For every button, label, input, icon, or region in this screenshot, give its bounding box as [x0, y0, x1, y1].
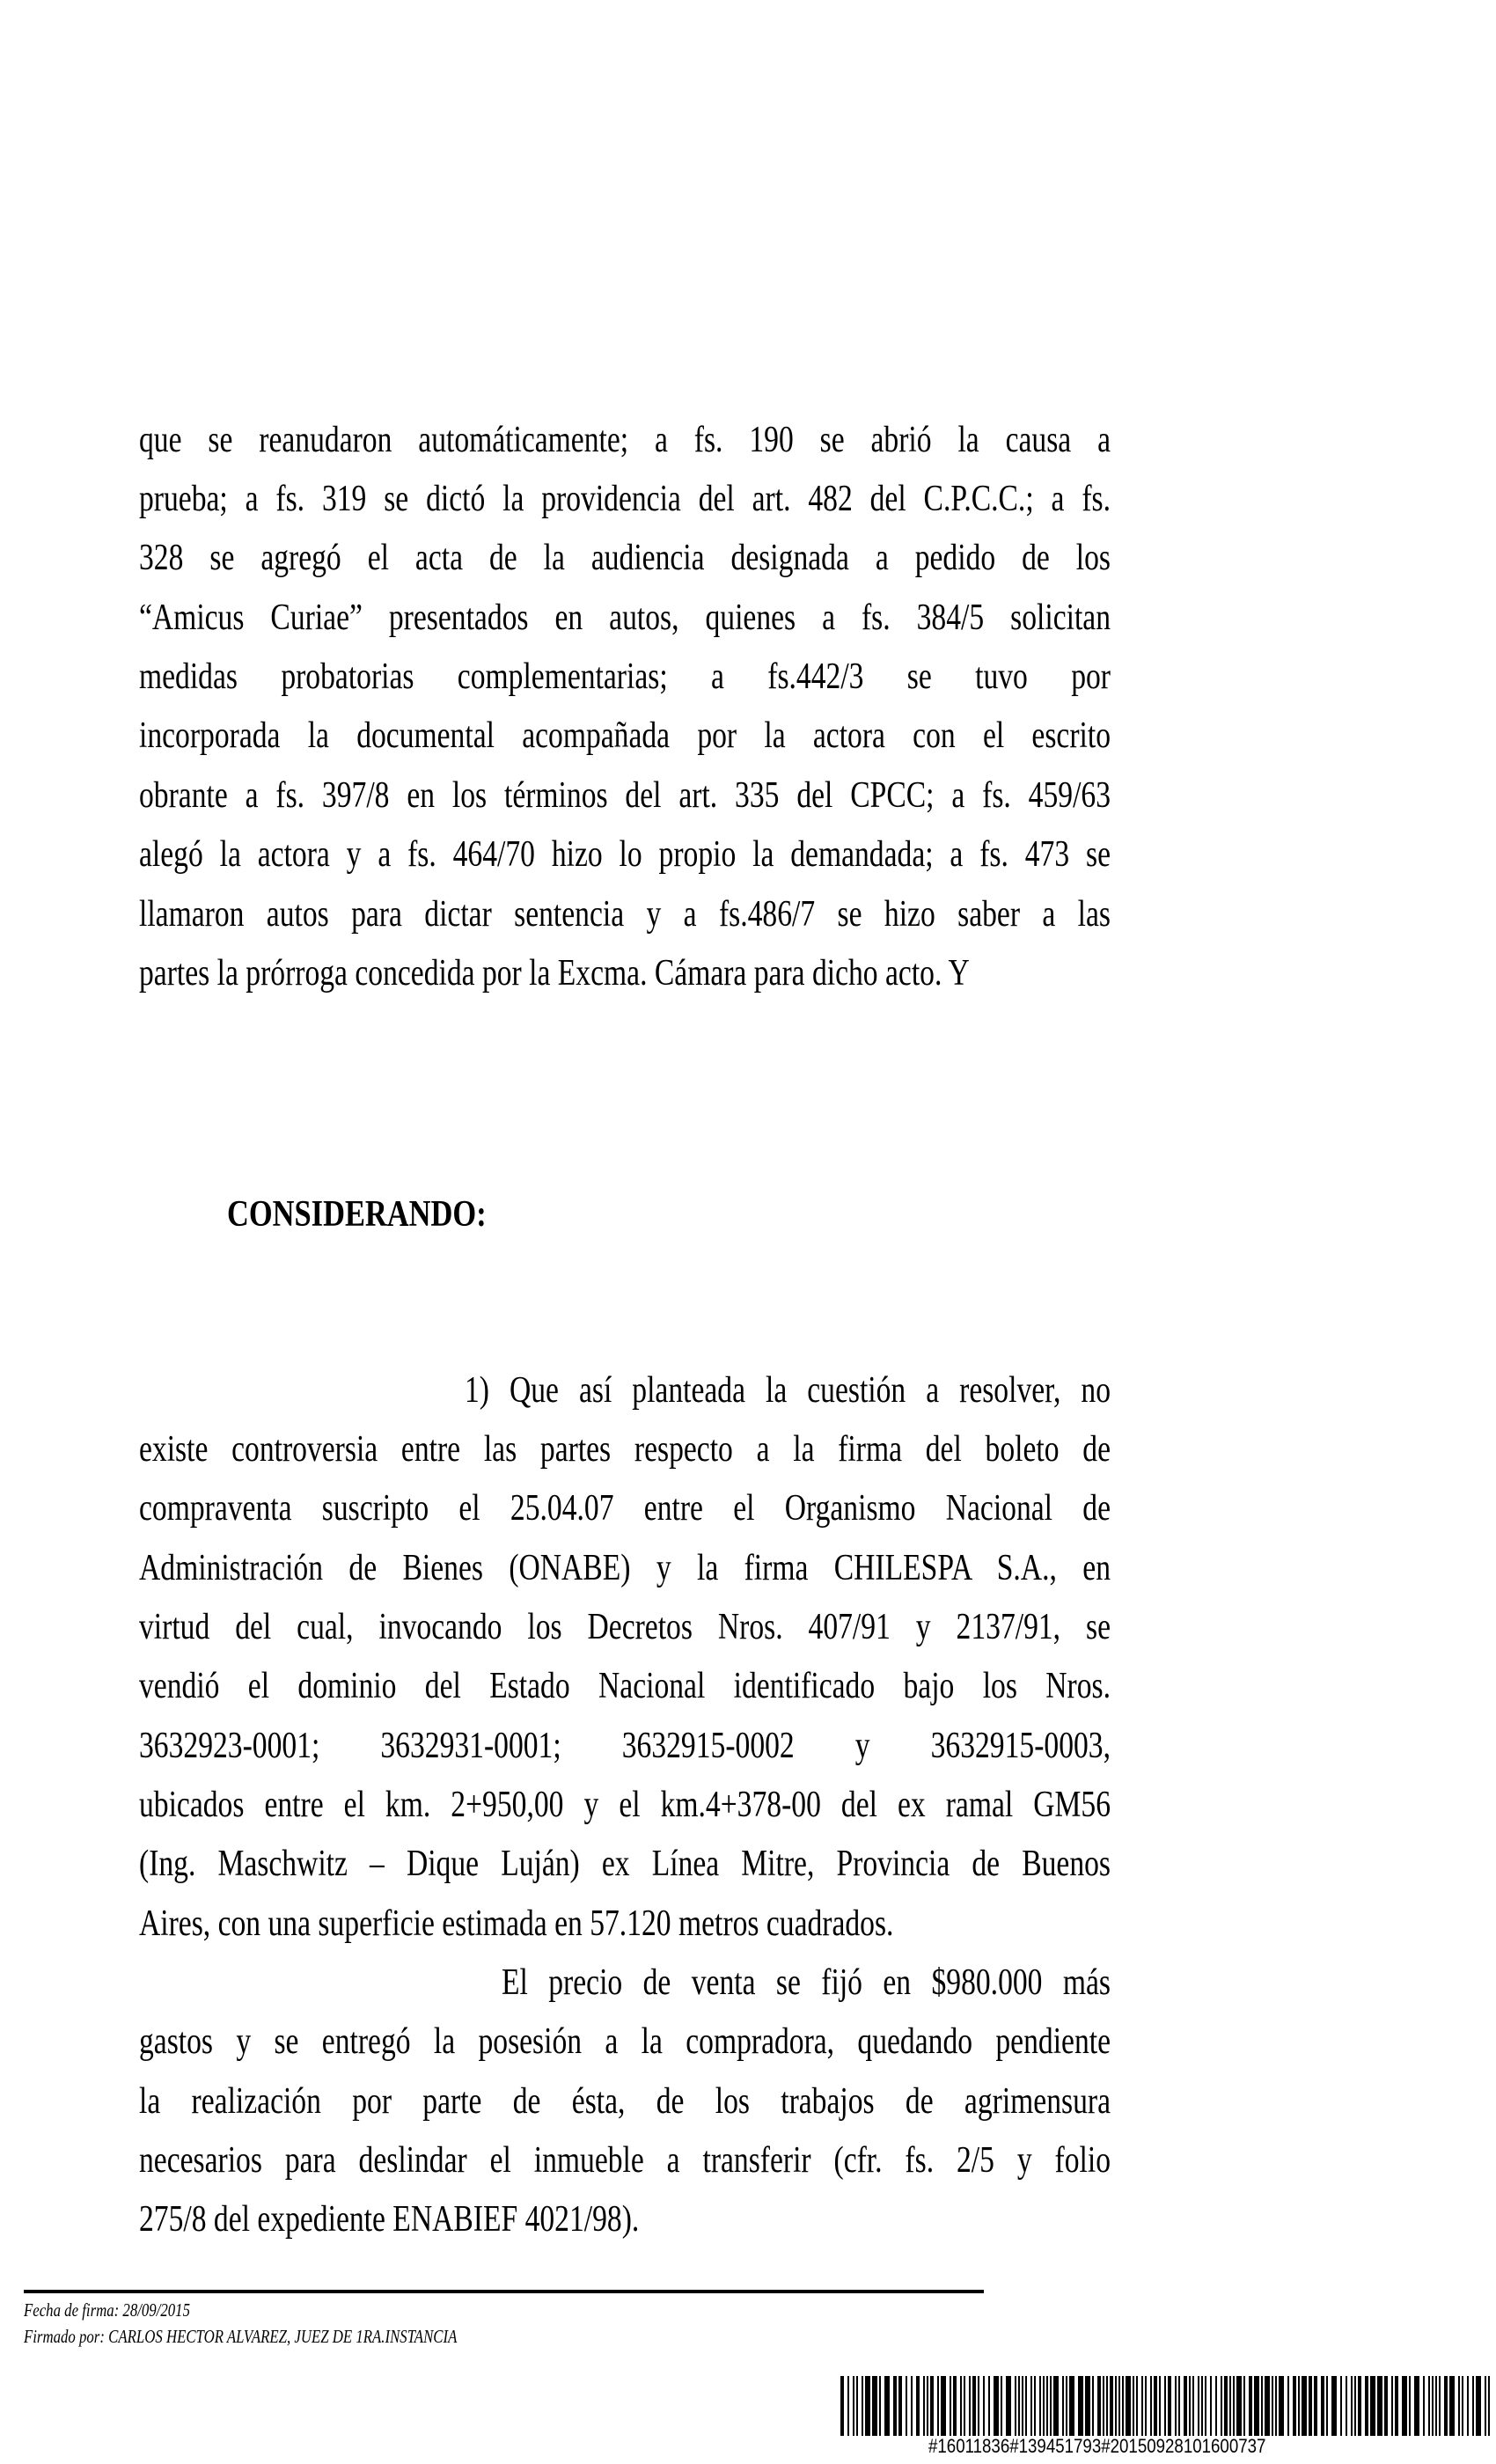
- text-line: [139, 414, 1111, 466]
- text-line: [139, 2015, 1111, 2068]
- heading-text: CONSIDERANDO:: [227, 1194, 487, 1235]
- text-line: [502, 1956, 1111, 2009]
- text-line-content: partes la prórroga concedida por la Excma. Cámara para dicho acto. Y: [139, 953, 970, 994]
- text-line-content: ubicados entre el km. 2+950,00 y el km.4+378-00 del ex ramal GM56: [139, 1785, 1111, 1825]
- signature-date: [24, 2299, 231, 2321]
- text-line: [139, 2075, 1111, 2128]
- text-line-content: 275/8 del expediente ENABIEF 4021/98).: [139, 2199, 640, 2240]
- text-line-content: “Amicus Curiae” presentados en autos, quienes a fs. 384/5 solicitan: [139, 598, 1111, 638]
- text-line: [139, 1482, 1111, 1535]
- barcode-image: [840, 2376, 1492, 2436]
- text-line: [139, 532, 1111, 584]
- text-line-content: 1) Que así planteada la cuestión a resolver, no: [465, 1370, 1111, 1411]
- signature-date-text: Fecha de firma: 28/09/2015: [24, 2299, 190, 2321]
- text-line: [139, 709, 1111, 762]
- signed-by-text: Firmado por: CARLOS HECTOR ALVAREZ, JUEZ DE 1RA.INSTANCIA: [24, 2326, 458, 2347]
- text-line-content: la realización por parte de ésta, de los trabajos de agrimensura: [139, 2081, 1111, 2122]
- text-line-content: El precio de venta se fijó en $980.000 más: [502, 1962, 1111, 2003]
- text-line-content: compraventa suscripto el 25.04.07 entre el Organismo Nacional de: [139, 1488, 1111, 1529]
- text-line: [139, 1542, 1111, 1595]
- text-line-content: Administración de Bienes (ONABE) y la firma CHILESPA S.A., en: [139, 1548, 1111, 1588]
- text-line-content: 328 se agregó el acta de la audiencia designada a pedido de los: [139, 538, 1111, 578]
- text-line: [139, 1601, 1111, 1654]
- text-line: [139, 473, 1111, 525]
- text-line: [139, 1720, 1111, 1772]
- text-line-content: prueba; a fs. 319 se dictó la providencia del art. 482 del C.P.C.C.; a fs.: [139, 479, 1111, 519]
- text-line: [139, 1423, 1111, 1476]
- text-line: [139, 1837, 1111, 1890]
- text-line-content: existe controversia entre las partes respecto a la firma del boleto de: [139, 1429, 1111, 1470]
- text-line: [139, 888, 1111, 941]
- text-line-content: llamaron autos para dictar sentencia y a fs.486/7 se hizo saber a las: [139, 894, 1111, 935]
- section-heading: [227, 1188, 543, 1241]
- signature-divider: [24, 2290, 984, 2293]
- text-line: [465, 1364, 1111, 1417]
- text-line-content: necesarios para deslindar el inmueble a transferir (cfr. fs. 2/5 y folio: [139, 2140, 1111, 2181]
- barcode-number: [928, 2434, 1325, 2459]
- text-line-content: que se reanudaron automáticamente; a fs. 190 se abrió la causa a: [139, 420, 1111, 460]
- text-line-content: virtud del cual, invocando los Decretos Nros. 407/91 y 2137/91, se: [139, 1607, 1111, 1647]
- text-line: [139, 1660, 1111, 1712]
- barcode-number-text: #16011836#139451793#20150928101600737: [928, 2435, 1266, 2457]
- text-line: [139, 828, 1111, 881]
- text-line-content: medidas probatorias complementarias; a fs.442/3 se tuvo por: [139, 656, 1111, 697]
- text-line: [139, 2134, 1111, 2187]
- text-line-content: vendió el dominio del Estado Nacional identificado bajo los Nros.: [139, 1666, 1111, 1706]
- text-line: [139, 591, 1111, 644]
- text-line: [139, 769, 1111, 822]
- signed-by: [24, 2325, 565, 2348]
- text-line-content: gastos y se entregó la posesión a la compradora, quedando pendiente: [139, 2021, 1111, 2062]
- text-line-content: obrante a fs. 397/8 en los términos del art. 335 del CPCC; a fs. 459/63: [139, 775, 1111, 816]
- barcode-space: [1490, 2376, 1492, 2436]
- text-line-content: (Ing. Maschwitz – Dique Luján) ex Línea Mitre, Provincia de Buenos: [139, 1844, 1111, 1884]
- text-line-content: Aires, con una superficie estimada en 57.120 metros cuadrados.: [139, 1903, 894, 1944]
- text-line: [139, 650, 1111, 703]
- text-line-content: alegó la actora y a fs. 464/70 hizo lo propio la demandada; a fs. 473 se: [139, 834, 1111, 875]
- text-line-content: 3632923-0001; 3632931-0001; 3632915-0002 y 3632915-0003,: [139, 1726, 1111, 1766]
- text-line: [139, 1897, 1111, 1950]
- text-line-content: incorporada la documental acompañada por la actora con el escrito: [139, 715, 1111, 756]
- text-line: [139, 947, 1111, 1000]
- text-line: [139, 1778, 1111, 1831]
- text-line: [139, 2193, 1111, 2246]
